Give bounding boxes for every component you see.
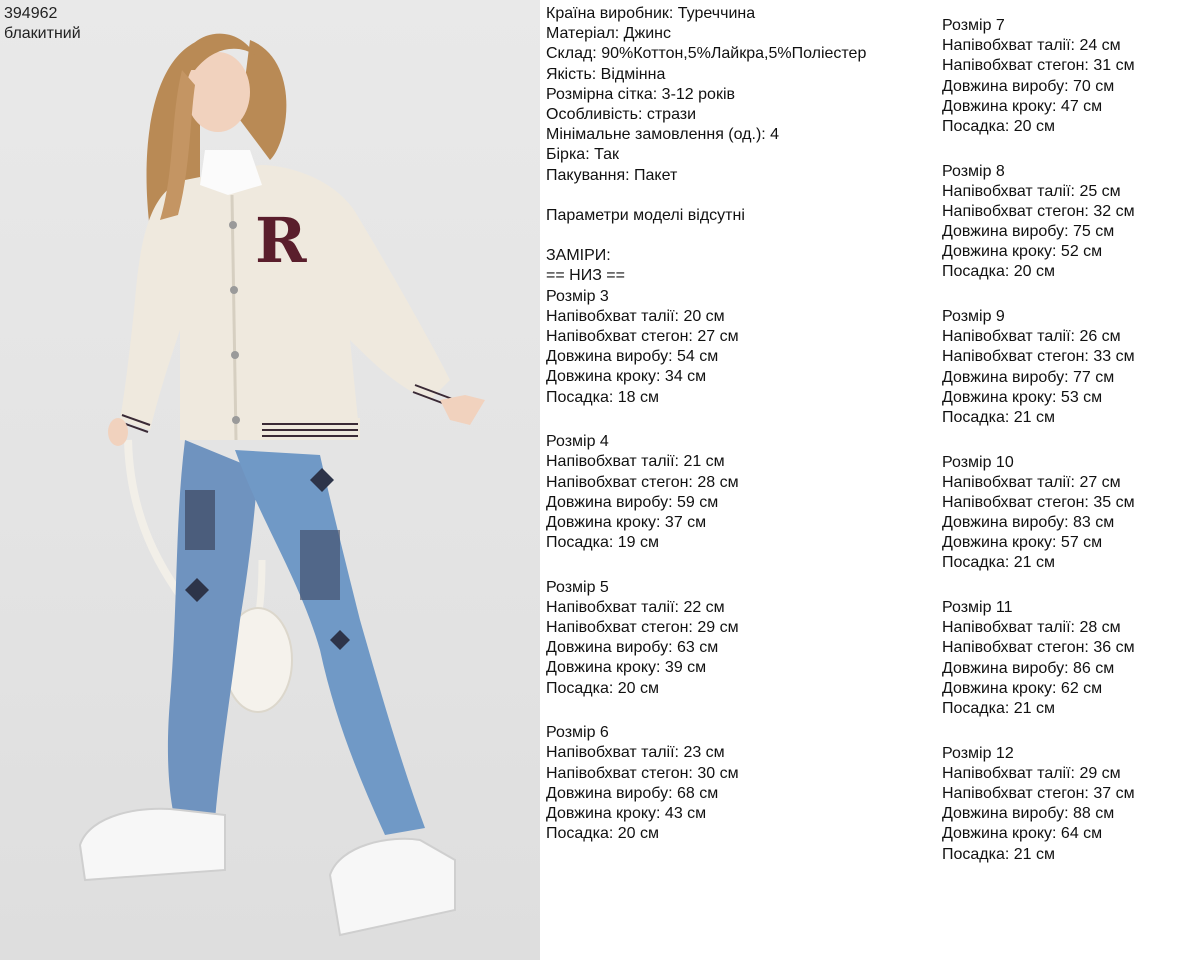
size-waist: Напівобхват талії: 21 см [546,453,725,471]
model-illustration [0,0,540,960]
size-waist: Напівобхват талії: 20 см [546,307,725,325]
size-length: Довжина виробу: 70 см [942,77,1115,95]
size-inseam: Довжина кроку: 37 см [546,513,707,531]
size-rise: Посадка: 21 см [942,408,1056,426]
size-rise: Посадка: 21 см [942,845,1056,863]
size-inseam: Довжина кроку: 47 см [942,97,1103,115]
size-rise: Посадка: 19 см [546,534,660,552]
size-waist: Напівобхват талії: 27 см [942,473,1121,491]
size-length: Довжина виробу: 86 см [942,659,1115,677]
size-rise: Посадка: 21 см [942,700,1056,717]
bottom-heading: == НИЗ == [546,267,625,285]
size-length: Довжина виробу: 59 см [546,493,719,511]
size-hips: Напівобхват стегон: 36 см [942,639,1135,657]
size-waist: Напівобхват талії: 25 см [942,182,1121,200]
detail-packaging: Пакування: Пакет [546,166,678,184]
size-title: Розмір 4 [546,433,609,451]
detail-tag: Бірка: Так [546,146,620,164]
size-title: Розмір 8 [942,162,1005,180]
jacket-letter: R [255,204,307,277]
size-length: Довжина виробу: 77 см [942,368,1115,386]
size-block-10 [942,453,1192,574]
size-block-9 [942,307,1192,428]
size-hips: Напівобхват стегон: 33 см [942,348,1135,366]
detail-size-range: Розмірна сітка: 3-12 років [546,85,735,103]
measurements-heading: ЗАМІРИ: [546,247,611,265]
size-title: Розмір 11 [942,599,1013,617]
size-hips: Напівобхват стегон: 32 см [942,202,1135,220]
size-length: Довжина виробу: 68 см [546,784,719,802]
size-hips: Напівобхват стегон: 37 см [942,784,1135,802]
size-waist: Напівобхват талії: 23 см [546,744,725,762]
size-title: Розмір 9 [942,308,1005,326]
size-length: Довжина виробу: 54 см [546,348,719,366]
size-inseam: Довжина кроку: 62 см [942,679,1103,697]
size-inseam: Довжина кроку: 64 см [942,825,1103,843]
size-title: Розмір 5 [546,578,609,596]
detail-composition: Склад: 90%Коттон,5%Лайкра,5%Поліестер [546,45,867,63]
product-details [546,4,926,869]
product-color: блакитний [4,25,81,42]
size-waist: Напівобхват талії: 28 см [942,619,1121,637]
detail-country: Країна виробник: Туреччина [546,5,756,22]
size-hips: Напівобхват стегон: 35 см [942,493,1135,511]
model-note: Параметри моделі відсутні [546,206,745,224]
size-hips: Напівобхват стегон: 28 см [546,473,739,491]
size-rise: Посадка: 20 см [942,263,1056,281]
size-waist: Напівобхват талії: 29 см [942,764,1121,782]
product-code-label [4,4,81,44]
size-title: Розмір 12 [942,744,1014,762]
detail-feature: Особливість: стрази [546,105,697,123]
size-waist: Напівобхват талії: 26 см [942,328,1121,346]
size-inseam: Довжина кроку: 57 см [942,534,1103,552]
size-inseam: Довжина кроку: 34 см [546,368,707,386]
size-inseam: Довжина кроку: 52 см [942,243,1103,261]
product-code: 394962 [4,5,58,22]
size-block-5 [546,578,926,699]
size-rise: Посадка: 20 см [546,679,660,697]
size-rise: Посадка: 21 см [942,554,1056,572]
size-inseam: Довжина кроку: 39 см [546,659,707,677]
size-title: Розмір 10 [942,453,1014,471]
size-block-3 [546,287,926,408]
size-title: Розмір 7 [942,17,1005,34]
size-block-12 [942,744,1192,865]
size-length: Довжина виробу: 88 см [942,805,1115,823]
size-block-4 [546,432,926,553]
size-length: Довжина виробу: 63 см [546,639,719,657]
size-title: Розмір 3 [546,287,609,305]
size-hips: Напівобхват стегон: 31 см [942,57,1135,75]
detail-quality: Якість: Відмінна [546,65,666,83]
detail-min-order: Мінімальне замовлення (од.): 4 [546,126,780,144]
size-block-7 [942,16,1192,137]
size-hips: Напівобхват стегон: 30 см [546,764,739,782]
size-rise: Посадка: 20 см [942,117,1056,135]
size-waist: Напівобхват талії: 22 см [546,598,725,616]
size-hips: Напівобхват стегон: 29 см [546,619,739,637]
product-photo [0,0,540,960]
size-rise: Посадка: 20 см [546,825,660,843]
detail-material: Матеріал: Джинс [546,25,671,43]
size-block-11 [942,598,1192,719]
size-inseam: Довжина кроку: 53 см [942,388,1103,406]
size-block-8 [942,162,1192,283]
size-length: Довжина виробу: 75 см [942,223,1115,241]
size-inseam: Довжина кроку: 43 см [546,804,707,822]
size-chart-right [942,16,1192,889]
size-length: Довжина виробу: 83 см [942,514,1115,532]
size-hips: Напівобхват стегон: 27 см [546,328,739,345]
size-block-6 [546,723,926,844]
size-waist: Напівобхват талії: 24 см [942,37,1121,55]
size-rise: Посадка: 18 см [546,388,660,406]
size-title: Розмір 6 [546,724,609,742]
